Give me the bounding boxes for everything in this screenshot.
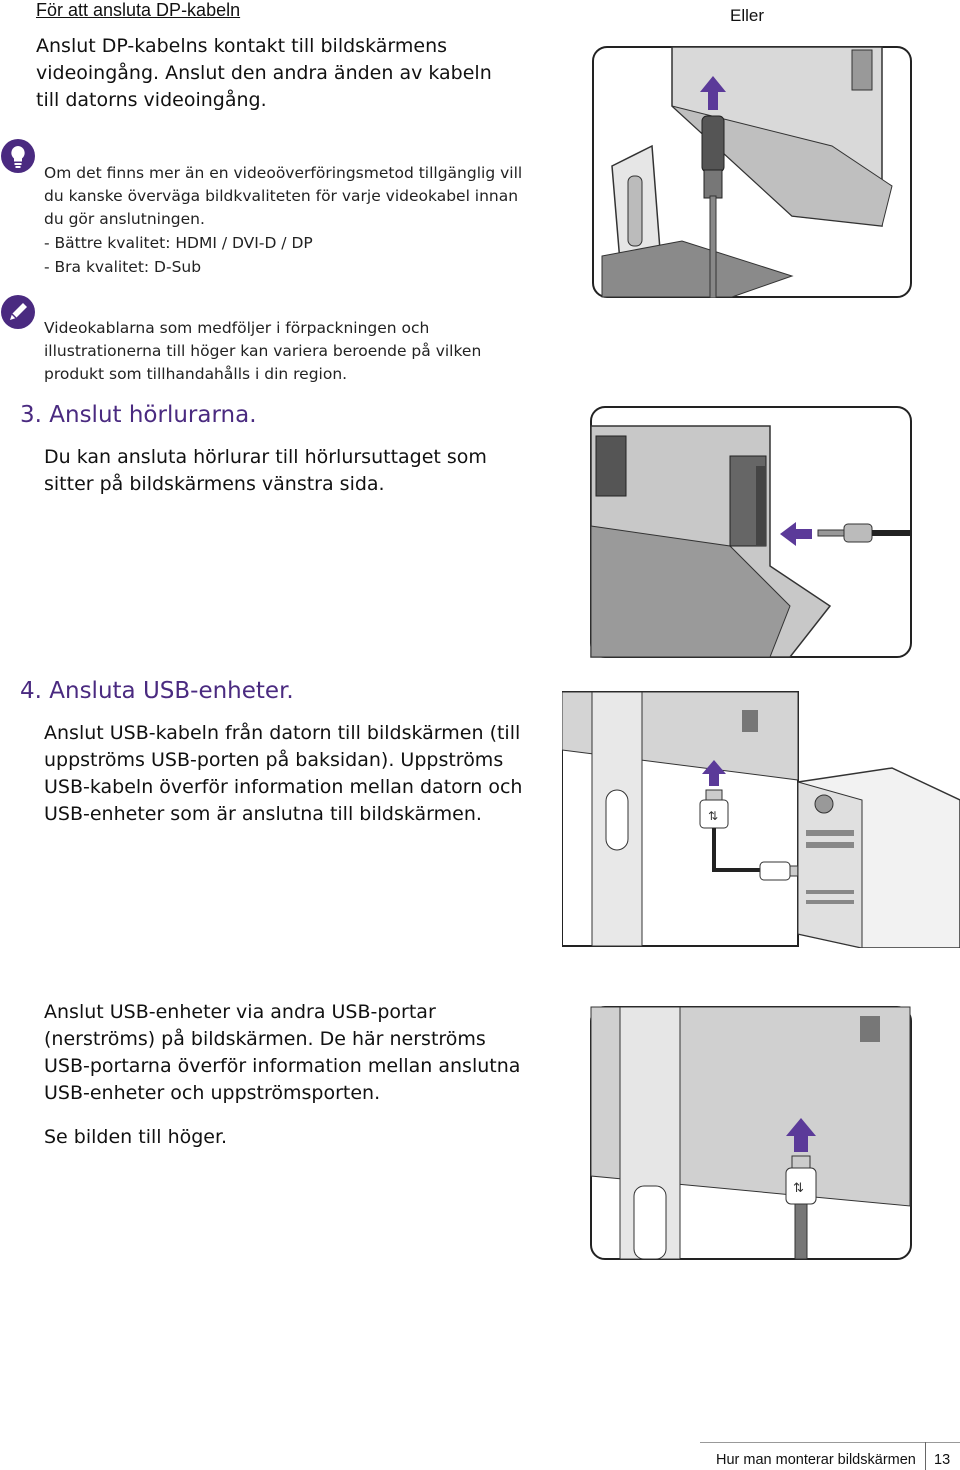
svg-text:⇅: ⇅ xyxy=(793,1181,804,1196)
footer-separator xyxy=(925,1442,926,1470)
footer-section-title: Hur man monterar bildskärmen xyxy=(716,1452,916,1468)
note-text: Videokablarna som medföljer i förpackningen och illustrationerna till höger kan variera beroende på vilken produkt som tillhandahålls i din region. xyxy=(44,319,482,383)
pencil-icon xyxy=(0,294,40,334)
dp-section-title: För att ansluta DP-kabeln xyxy=(36,0,241,20)
step3-heading: 3. Anslut hörlurarna. xyxy=(20,402,257,428)
headphone-illustration xyxy=(590,406,912,658)
usb-downstream-illustration xyxy=(590,1006,912,1260)
svg-text:⇅: ⇅ xyxy=(708,809,719,823)
lightbulb-icon xyxy=(0,138,36,174)
dp-cable-illustration xyxy=(592,46,912,298)
footer-rule xyxy=(700,1442,960,1443)
tip-text: Om det finns mer än en videoöverföringsmetod tillgänglig vill du kanske överväga bildkvaliteten för varje videokabel innan du gör anslutningen. xyxy=(44,164,523,228)
tip-line-1: - Bättre kvalitet: HDMI / DVI-D / DP xyxy=(44,234,313,252)
eller-label: Eller xyxy=(730,6,765,25)
step3-body: Du kan ansluta hörlurar till hörlursuttaget som sitter på bildskärmens vänstra sida. xyxy=(44,446,487,495)
dp-section-body: Anslut DP-kabelns kontakt till bildskärmens videoingång. Anslut den andra änden av kabeln till datorns videoingång. xyxy=(36,35,492,111)
step4-body-1: Anslut USB-kabeln från datorn till bildskärmen (till uppströms USB-porten på baksidan). Uppströms USB-kabeln överför information mellan datorn och USB-enheter som är anslutna till bildskärmen. xyxy=(44,722,523,825)
step4-body-2: Anslut USB-enheter via andra USB-portar (nerströms) på bildskärmen. De här nerströms USB-portarna överför information mellan anslutna USB-enheter och uppströmsporten. xyxy=(44,1001,521,1104)
page-number: 13 xyxy=(934,1452,951,1468)
tip-line-2: - Bra kvalitet: D-Sub xyxy=(44,258,202,276)
usb-upstream-illustration xyxy=(562,690,960,948)
step4-body-3: Se bilden till höger. xyxy=(44,1126,228,1148)
step4-heading: 4. Ansluta USB-enheter. xyxy=(20,678,294,704)
